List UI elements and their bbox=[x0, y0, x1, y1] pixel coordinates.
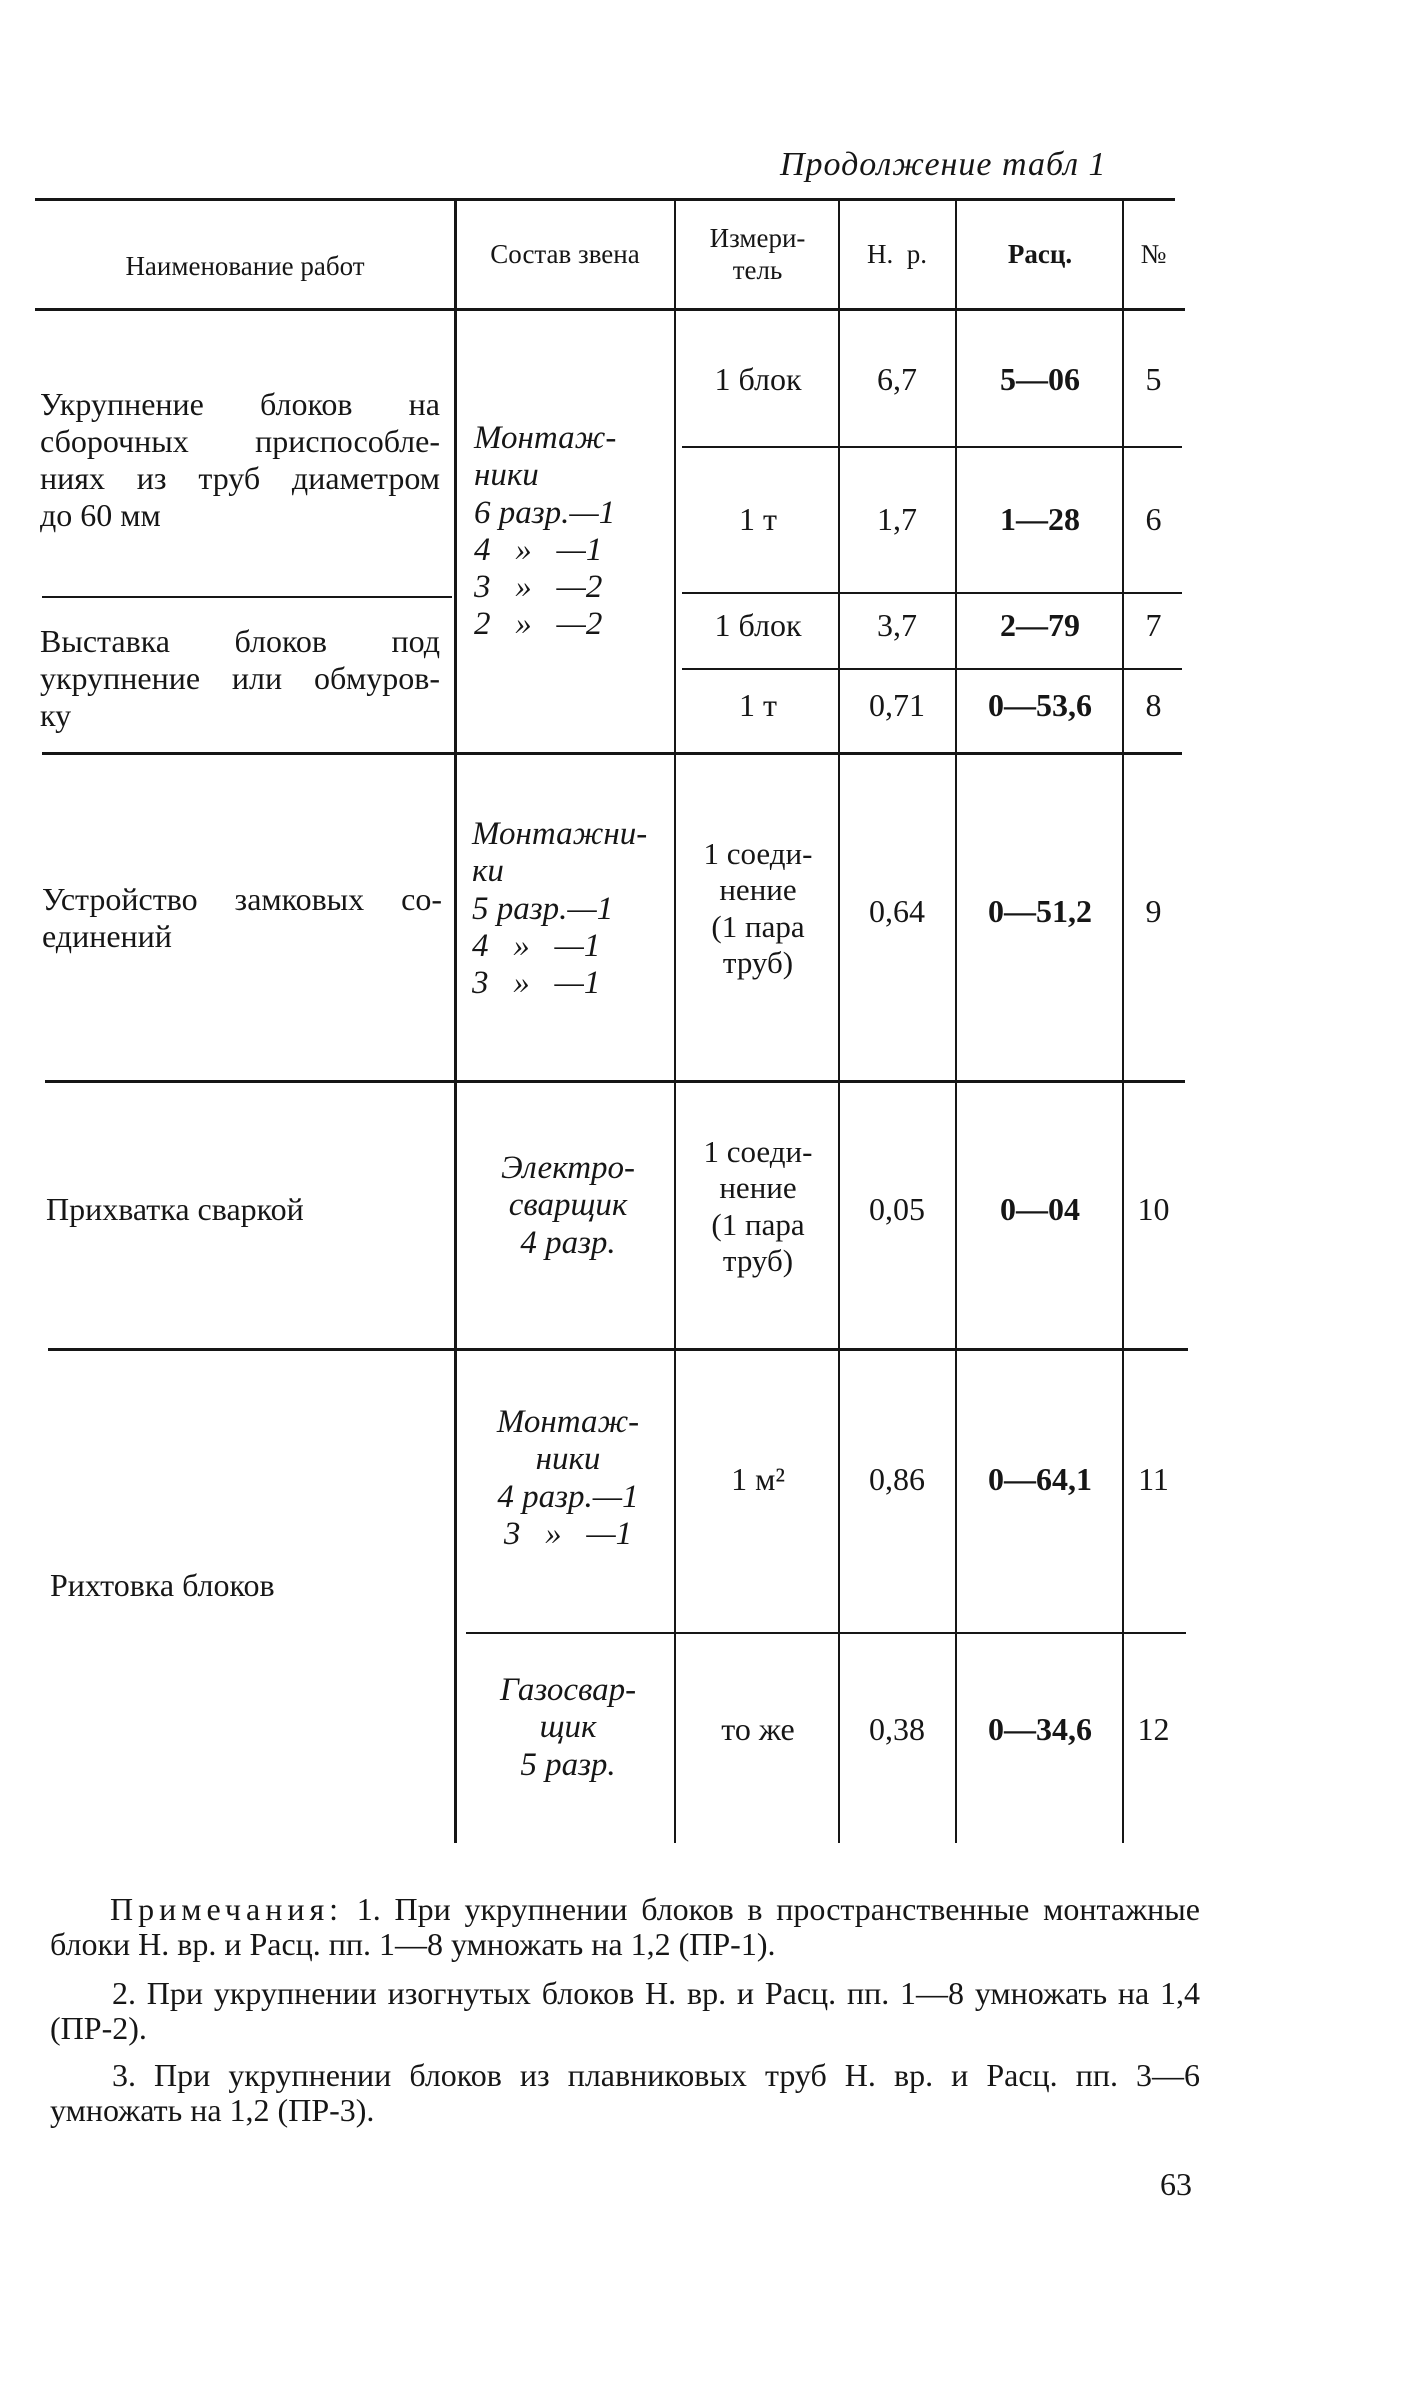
row-5-rate: 5—06 bbox=[1000, 361, 1080, 397]
table-top-rule bbox=[35, 198, 1175, 201]
note-3-text: 3. При укрупнении блоков из плавниковых труб Н. вр. и Расц. пп. 3—6 умножать на 1,2 (ПР-3). bbox=[50, 2057, 1200, 2129]
row-1-name-line-4: до 60 мм bbox=[40, 497, 161, 533]
row-9-num: 9 bbox=[1145, 893, 1162, 929]
col-rule-name-crew bbox=[454, 198, 457, 1843]
row-2-name-line-3: ку bbox=[40, 697, 72, 733]
row-12-norm: 0,38 bbox=[869, 1711, 925, 1747]
note-2-text: 2. При укрупнении изогнутых блоков Н. вр. и Расц. пп. 1—8 умножать на 1,4 (ПР-2). bbox=[50, 1975, 1200, 2047]
row-6-rate: 1—28 bbox=[1000, 501, 1080, 537]
note-1-text: 1. При укрупнении блоков в пространственные монтажные блоки Н. вр. и Расц. пп. 1—8 умножать на 1,2 (ПР-1). bbox=[50, 1891, 1201, 1963]
row-10-crew: Электро- сварщик 4 разр. bbox=[500, 1150, 636, 1261]
rule-row-6-7 bbox=[682, 592, 1182, 594]
row-7-num: 7 bbox=[1145, 607, 1162, 643]
col-rule-crew-unit bbox=[674, 198, 676, 1843]
notes-2 bbox=[50, 1976, 1200, 2046]
rule-row-10-11 bbox=[48, 1348, 1188, 1351]
row-12-rate: 0—34,6 bbox=[988, 1711, 1092, 1747]
row-11-crew: Монтаж- ники 4 разр.—1 3 » —1 bbox=[496, 1404, 640, 1552]
row-11-unit: 1 м² bbox=[731, 1461, 785, 1497]
row-5-num: 5 bbox=[1145, 361, 1162, 397]
rule-row-7-8 bbox=[682, 668, 1182, 670]
rule-row-11-12 bbox=[466, 1632, 1186, 1634]
row-6-norm: 1,7 bbox=[877, 501, 917, 537]
row-12-crew: Газосвар- щик 5 разр. bbox=[499, 1672, 637, 1783]
row-10-norm: 0,05 bbox=[869, 1191, 925, 1227]
row-9-name-line-2: единений bbox=[42, 918, 172, 954]
row-9-name-line-1: Устройство замковых со- bbox=[42, 881, 442, 917]
row-8-rate: 0—53,6 bbox=[988, 687, 1092, 723]
crew-shared-1-8: Монтаж- ники 6 разр.—1 4 » —1 3 » —2 2 » —2 bbox=[474, 420, 617, 643]
header-bottom-rule bbox=[35, 308, 1185, 311]
header-norm: Н. р. bbox=[867, 239, 927, 269]
row-7-rate: 2—79 bbox=[1000, 607, 1080, 643]
row-11-norm: 0,86 bbox=[869, 1461, 925, 1497]
row-12-unit: то же bbox=[721, 1711, 795, 1747]
notes-label: Примечания: bbox=[110, 1891, 344, 1927]
col-rule-norm-rate bbox=[955, 198, 957, 1843]
row-10-name: Прихватка сваркой bbox=[46, 1191, 304, 1227]
row-8-unit: 1 т bbox=[739, 687, 777, 723]
row-9-unit: 1 соеди- нение (1 пара труб) bbox=[703, 836, 813, 980]
col-rule-unit-norm bbox=[838, 198, 840, 1843]
row-5-norm: 6,7 bbox=[877, 361, 917, 397]
row-5-unit: 1 блок bbox=[714, 361, 802, 397]
row-11-rate: 0—64,1 bbox=[988, 1461, 1092, 1497]
header-rate: Расц. bbox=[1007, 239, 1073, 269]
rule-row-5-6 bbox=[682, 446, 1182, 448]
notes-1 bbox=[50, 1892, 1200, 1962]
row-9-norm: 0,64 bbox=[869, 893, 925, 929]
rule-row-9-10 bbox=[45, 1080, 1185, 1083]
row-10-num: 10 bbox=[1137, 1191, 1170, 1227]
row-1-name-line-1: Укрупнение блоков на bbox=[40, 386, 440, 422]
header-unit: Измери- тель bbox=[709, 223, 806, 286]
row-12-num: 12 bbox=[1137, 1711, 1170, 1747]
row-2-name-line-1: Выставка блоков под bbox=[40, 623, 440, 659]
rule-row-8-9 bbox=[42, 752, 1182, 755]
row-2-name-line-2: укрупнение или обмуров- bbox=[40, 660, 440, 696]
page-number: 63 bbox=[1160, 2166, 1192, 2202]
row-10-rate: 0—04 bbox=[1000, 1191, 1080, 1227]
header-num: № bbox=[1140, 239, 1167, 269]
row-10-unit: 1 соеди- нение (1 пара труб) bbox=[703, 1134, 813, 1278]
row-11-num: 11 bbox=[1138, 1461, 1169, 1497]
notes-3 bbox=[50, 2058, 1200, 2128]
row-8-num: 8 bbox=[1145, 687, 1162, 723]
row-6-num: 6 bbox=[1145, 501, 1162, 537]
row-8-norm: 0,71 bbox=[869, 687, 925, 723]
row-1-name-line-3: ниях из труб диаметром bbox=[40, 460, 440, 496]
row-11-12-name: Рихтовка блоков bbox=[50, 1567, 275, 1603]
col-rule-rate-num bbox=[1122, 198, 1124, 1843]
header-name: Наименование работ bbox=[125, 251, 365, 281]
row-9-rate: 0—51,2 bbox=[988, 893, 1092, 929]
row-7-unit: 1 блок bbox=[714, 607, 802, 643]
row-7-norm: 3,7 bbox=[877, 607, 917, 643]
row-1-name-line-2: сборочных приспособле- bbox=[40, 423, 440, 459]
row-9-crew: Монтажни- ки 5 разр.—1 4 » —1 3 » —1 bbox=[472, 816, 648, 1002]
header-crew: Состав звена bbox=[490, 239, 640, 269]
table-continuation-caption: Продолжение табл 1 bbox=[780, 146, 1107, 183]
rule-name-1-2 bbox=[42, 596, 452, 598]
row-6-unit: 1 т bbox=[739, 501, 777, 537]
